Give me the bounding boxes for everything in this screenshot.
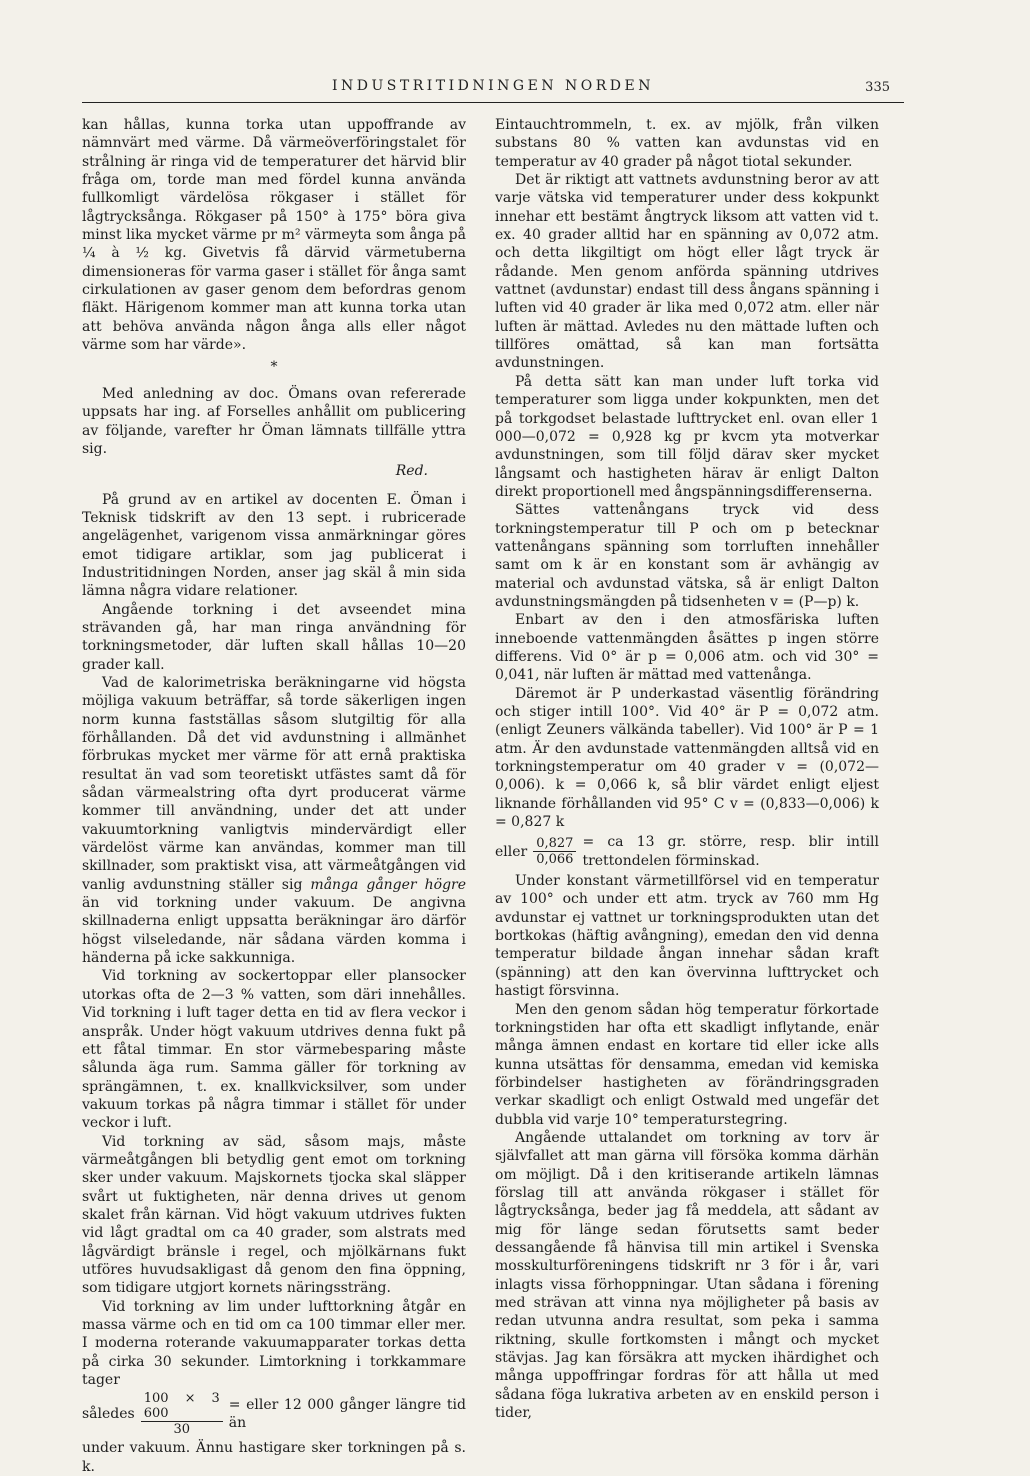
right-column <box>495 116 879 1422</box>
paragraph: Vid torkning av säd, såsom majs, måste värmeåtgången bli betydlig gent emot om torkning sker under vakuum. Majskornets tjocka skal släpper svårt ut fuktigheten, när denna drives ut genom skalet från kärnan. Vid högt vakuum utdrives fukten vid lågt gradtal om ca 40 grader, som alstrats med lågvärdigt bränsle i regel, och mjölkärnans fukt utföres huvudsakligast då genom den fina öppning, som tidigare utgjort kornets näringssträng. <box>82 1133 466 1297</box>
formula-line <box>82 1391 466 1437</box>
fraction-numerator: 0,827 <box>533 836 576 852</box>
page-number: 335 <box>865 80 890 95</box>
paragraph: under vakuum. Ännu hastigare sker torkningen på s. k. <box>82 1440 466 1475</box>
section-separator: * <box>270 359 278 376</box>
running-header <box>82 76 904 103</box>
paragraph: På detta sätt kan man under luft torka vid temperaturer som ligga under kokpunkten, men det på torkgodset belastade lufttrycket enl. ovan eller 1 000—0,072 = 0,928 kg pr kvcm yta motverkar avdunstningen, som till följd därav sker mycket långsamt och hastigheten härav är enligt Dalton direkt proportionell med ångspänningsdifferenserna. <box>495 373 879 500</box>
formula-suffix: = ca 13 gr. större, resp. blir intill trettondelen förminskad. <box>582 834 879 869</box>
paragraph <box>82 674 466 968</box>
paragraph: På grund av en artikel av docenten E. Öman i Teknisk tidskrift av den 13 sept. i rubricerade angelägenhet, varigenom vissa anmärkningar göres emot tidigare artiklar, som jag publicerat i Industritidningen Norden, anser jag skäl å min sida lämna några vidare relationer. <box>82 491 466 600</box>
paragraph: Vid torkning av sockertoppar eller plansocker utorkas ofta de 2—3 % vatten, som däri innehålles. Vid torkning i luft tager detta en tid av flera veckor i anspråk. Under högt vakuum utdrives denna fukt på ett fåtal timmar. En stor värmebesparing måste sålunda äga rum. Samma gäller för torkning av sprängämnen, t. ex. knallkvicksilver, som under vakuum torkas på några timmar i stället för under veckor i luft. <box>82 968 466 1132</box>
paragraph: kan hållas, kunna torka utan uppoffrande av nämnvärt med värme. Då värmeöverföringstalet för strålning är ringa vid de temperaturer det härvid blir fråga om, torde man med fördel kunna använda fullkomligt värdelösa rökgaser i stället för lågtrycksånga. Rökgaser på 150° à 175° böra giva minst lika mycket värme pr m² värmeyta som ånga på ¼ à ½ kg. Givetvis få därvid värmetuberna dimensioneras för varma gaser i stället för ånga samt cirkulationen av gaser genom dem befordras genom fläkt. Härigenom kommer man att kunna torka utan att behöva använda någon ånga alls eller något värme som har värde». <box>82 117 466 354</box>
paragraph: Enbart av den i den atmosfäriska luften inneboende vattenmängden åsättes p ingen större differens. Vid 0° är p = 0,006 atm. och vid 30° = 0,041, när luften är mättad med vattenånga. <box>495 612 879 684</box>
formula-suffix: = eller 12 000 gånger längre tid än <box>228 1397 466 1432</box>
editor-signature: Red. <box>395 463 428 480</box>
fraction <box>533 836 576 867</box>
paragraph: Angående uttalandet om torkning av torv är självfallet att man gärna vill försöka komma därhän om möjligt. Då i den kritiserande artikeln lämnas förslag till att använda rökgaser i stället för lågtrycksånga, beder jag få meddela, att sådant av mig för länge sedan förutsetts samt beder dessangående få hänvisa till min artikel i Svenska mosskulturföreningens tidskrift nr 3 för i år, vari inlagts vissa förhoppningar. Utan sådana i förening med strävan att vinna nya möjligheter på basis av redan utvunna andra resultat, som peka i samma riktning, skulle fortkomsten i mångt och mycket stävjas. Jag kan försäkra att mycken ihärdighet och många uppoffringar fordras för att hålla ut med sådana föga lukrativa arbeten av en enskild person i tider, <box>495 1129 879 1422</box>
journal-title: INDUSTRITIDNINGEN NORDEN <box>332 78 654 94</box>
paragraph: Men den genom sådan hög temperatur förkortade torkningstiden har ofta ett skadligt inflytande, enär många ämnen endast en kortare tid eller icke alls kunna utsättas för densamma, emedan vid kemiska förbindelser hastigheten av förändringsgraden verkar skadligt och enligt Ostwald med ungefär det dubbla vid varje 10° temperaturstegring. <box>495 1001 879 1128</box>
formula-prefix: eller <box>495 843 528 860</box>
paragraph: Däremot är P underkastad väsentlig förändring och stiger intill 100°. Vid 40° är P = 0,072 atm. (enligt Zeuners välkända tabeller). Vid 100° är P = 1 atm. Är den avdunstade vattenmängden alltså vid en torkningstemperatur om 40 grader v = (0,072—0,006). k = 0,066 k, så blir värdet enligt eljest liknande förhållanden vid 95° C v = (0,833—0,006) k = 0,827 k <box>495 685 879 831</box>
paragraph: Sättes vattenångans tryck vid dess torkningstemperatur till P och om p betecknar vattenångans spänning som torrluften innehåller samt om k är en konstant som är avhängig av material och avdunstad vätska, så är enligt Dalton avdunstningsmängden på tidsenheten v = (P—p) k. <box>495 502 879 610</box>
formula-line <box>495 833 879 870</box>
fraction-denominator: 0,066 <box>536 852 574 868</box>
paragraph: Angående torkning i det avseendet mina strävanden gå, har man ringa användning för torkningsmetoder, där luften skall hållas 10—20 grader kall. <box>82 601 466 673</box>
fraction-denominator: 30 <box>173 1422 191 1438</box>
editor-note: Med anledning av doc. Ömans ovan refererade uppsats har ing. af Forselles anhållit om publicering av följande, varefter hr Öman lämnats tillfälle yttra sig. <box>82 385 466 457</box>
paragraph-text: Vad de kalorimetriska beräkningarne vid högsta möjliga vakuum beträffar, så torde säkerligen ingen norm kunna fastställas såsom slutgiltig för alla förhållanden. Då det vid avdunstning i allmänhet förbrukas mycket mer värme för att ernå praktiska resultat än vad som teoretiskt utfästes samt då för sådan värmealstring ofta dyrt producerat värme kommer till användning, under det att under vakuumtorkning vanligtvis mindervärdigt eller värdelöst värme kan användas, kommer man till skillnader, som praktiskt visa, att värmeåtgången vid vanlig avdunstning ställer sig <box>82 674 466 893</box>
paragraph-text: än vid torkning under vakuum. De angivna skillnaderna enligt uppsatta beräkningar äro därför högst vilseledande, när sådana värden komma i händerna på icke sakkunniga. <box>82 895 466 967</box>
paragraph: Under konstant värmetillförsel vid en temperatur av 100° och under ett atm. tryck av 760 mm Hg avdunstar ej vattnet ur torkningsprodukten utan det bortkokas (häftig avångning), emedan den vid denna temperatur bildade ångan innehar sådan kraft (spänning) att den kan övervinna lufttrycket och hastigt försvinna. <box>495 873 879 1000</box>
paragraph: Det är riktigt att vattnets avdunstning beror av att varje vätska vid temperaturer under dess kokpunkt innehar ett bestämt ångtryck liksom att vatten vid t. ex. 40 grader alltid har en spänning av 0,072 atm. och detta likgiltigt om högt eller lågt tryck är rådande. Men genom anförda spänning utdrives vattnet (avdunstar) endast till dess ångans spänning i luften vid 40 grader är lika med 0,072 atm. eller när luften är mättad. Avledes nu den mättade luften och tillföres omättad, så kan man fortsätta avdunstningen. <box>495 172 879 372</box>
paragraph: Eintauchtrommeln, t. ex. av mjölk, från vilken substans 80 % vatten kan avdunstas vid en temperatur av 40 grader på något tiotal sekunder. <box>495 117 879 170</box>
fraction-numerator: 100 × 3 600 <box>141 1391 223 1422</box>
formula-prefix: således <box>82 1406 135 1423</box>
fraction <box>141 1391 223 1437</box>
emphasis-text: många gånger högre <box>310 876 467 893</box>
left-column <box>82 116 466 1476</box>
paragraph: Vid torkning av lim under lufttorkning åtgår en massa värme och en tid om ca 100 timmar eller mer. I moderna roterande vakuumapparater torkas detta på cirka 30 sekunder. Limtorkning i torkkammare tager <box>82 1298 466 1389</box>
